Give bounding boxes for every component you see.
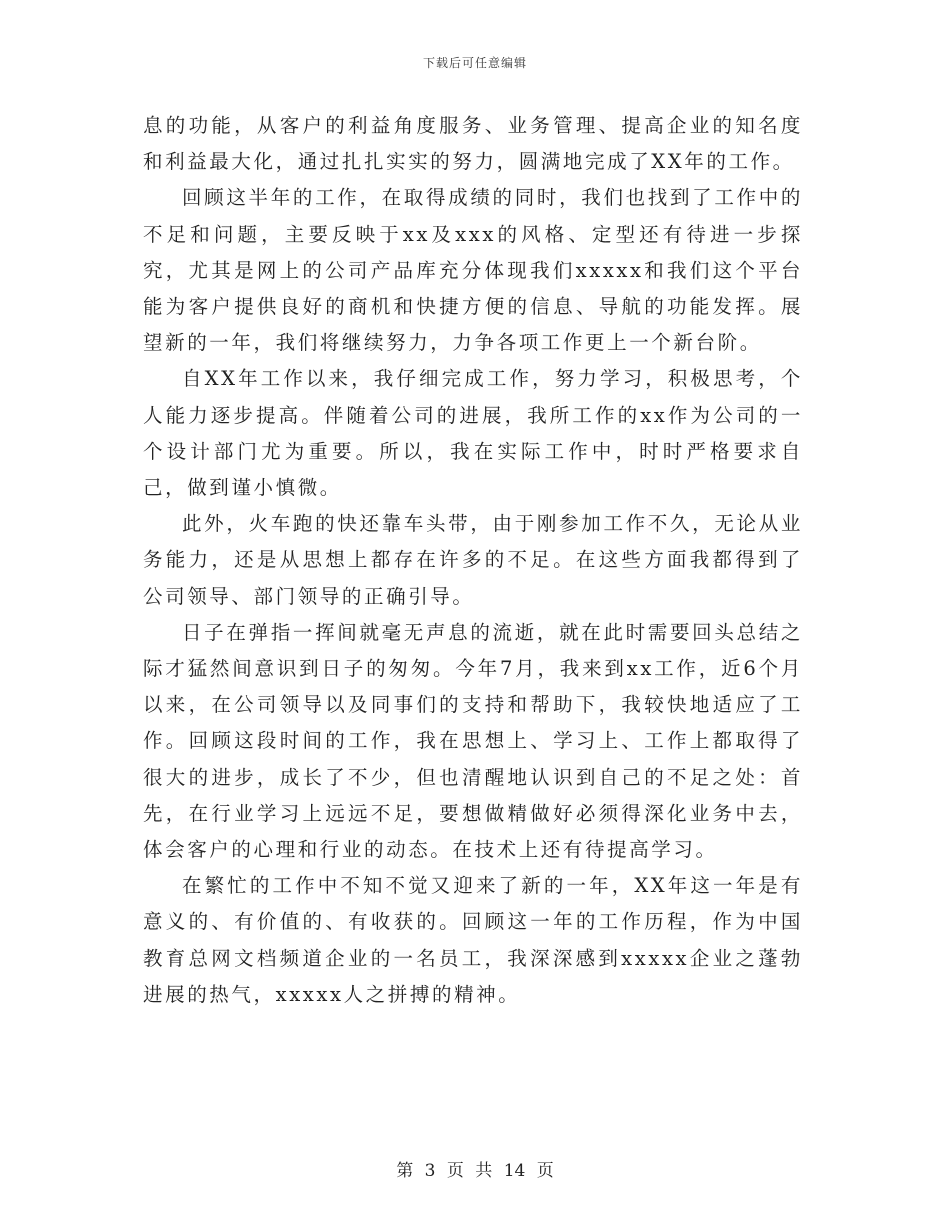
paragraph-continued: 息的功能，从客户的利益角度服务、业务管理、提高企业的知名度和利益最大化，通过扎扎实实的努力，圆满地完成了XX年的工作。: [143, 114, 803, 174]
paragraph: 此外，火车跑的快还靠车头带，由于刚参加工作不久，无论从业务能力，还是从思想上都存在许多的不足。在这些方面我都得到了公司领导、部门领导的正确引导。: [143, 512, 803, 608]
page-header: 下载后可任意编辑: [422, 56, 527, 70]
paragraph: 日子在弹指一挥间就毫无声息的流逝，就在此时需要回头总结之际才猛然间意识到日子的匆匆。今年7月，我来到xx工作，近6个月以来，在公司领导以及同事们的支持和帮助下，我较快地适应了工作。回顾这段时间的工作，我在思想上、学习上、工作上都取得了很大的进步，成长了不少，但也清醒地认识到自己的不足之处：首先，在行业学习上远远不足，要想做精做好必须得深化业务中去，体会客户的心理和行业的动态。在技术上还有待提高学习。: [143, 620, 803, 862]
page-footer: 第 3 页 共 14 页: [396, 1161, 554, 1181]
paragraph: 自XX年工作以来，我仔细完成工作，努力学习，积极思考，个人能力逐步提高。伴随着公司的进展，我所工作的xx作为公司的一个设计部门尤为重要。所以，我在实际工作中，时时严格要求自己，做到谨小慎微。: [143, 367, 803, 500]
paragraph: 回顾这半年的工作，在取得成绩的同时，我们也找到了工作中的不足和问题，主要反映于xx及xxx的风格、定型还有待进一步探究，尤其是网上的公司产品库充分体现我们xxxxx和我们这个平台能为客户提供良好的商机和快捷方便的信息、导航的功能发挥。展望新的一年，我们将继续努力，力争各项工作更上一个新台阶。: [143, 186, 803, 355]
document-body: [143, 108, 803, 1013]
paragraph: 在繁忙的工作中不知不觉又迎来了新的一年，XX年这一年是有意义的、有价值的、有收获的。回顾这一年的工作历程，作为中国教育总网文档频道企业的一名员工，我深深感到xxxxx企业之蓬勃进展的热气，xxxxx人之拼搏的精神。: [143, 874, 803, 1006]
